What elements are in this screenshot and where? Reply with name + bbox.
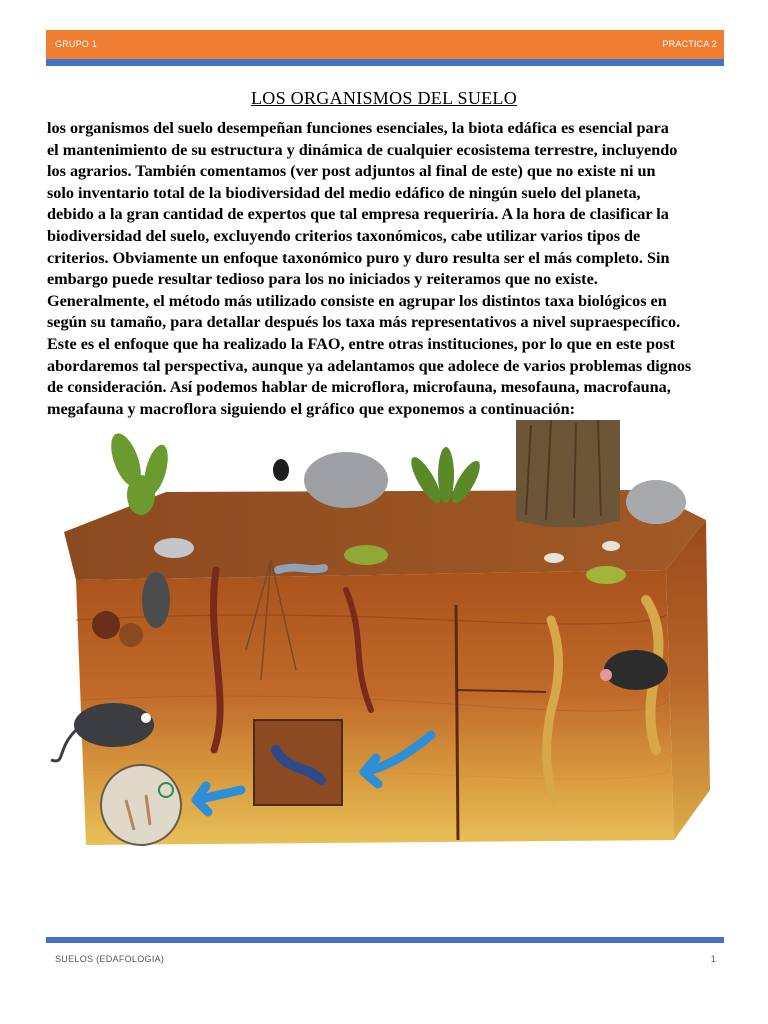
body-line: embargo puede resultar tedioso para los no iniciados y reiteramos que no existe. — [47, 270, 598, 289]
snail-shell — [92, 611, 120, 639]
body-line: Generalmente, el método más utilizado consiste en agrupar los distintos taxa biológicos en — [47, 291, 667, 310]
body-line: abordaremos tal perspectiva, aunque ya adelantamos que adolece de varios problemas dignos — [47, 356, 692, 375]
page-title: LOS ORGANISMOS DEL SUELO — [250, 88, 518, 108]
body-line: debido a la gran cantidad de expertos que tal empresa requeriría. A la hora de clasificar la — [47, 205, 669, 224]
mushroom — [544, 553, 564, 563]
rock — [304, 452, 388, 508]
microscope-circle — [101, 765, 181, 845]
soil-organisms-illustration — [46, 420, 726, 850]
mushroom — [602, 541, 620, 551]
footer-rule — [46, 937, 724, 943]
body-line: los organismos del suelo desempeñan funciones esenciales, la biota edáfica es esencial para — [47, 119, 669, 137]
body-line: criterios. Obviamente un enfoque taxonómico puro y duro resulta ser el más completo. Sin — [47, 248, 670, 267]
snail-shell — [119, 623, 143, 647]
tree-trunk — [516, 420, 620, 520]
leaf — [586, 566, 626, 584]
larva — [278, 568, 324, 570]
header-practice-label: PRACTICA 2 — [662, 39, 717, 49]
leaf — [344, 545, 388, 565]
body-line: el mantenimiento de su estructura y dinámica de cualquier ecosistema terrestre, incluyendo — [47, 140, 678, 159]
body-line: megafauna y macroflora siguiendo el gráfico que exponemos a continuación: — [47, 399, 576, 418]
mouse — [74, 703, 154, 747]
mole — [604, 650, 668, 690]
soil-side-face — [666, 520, 710, 840]
footer-course-label: SUELOS (EDAFOLOGIA) — [55, 954, 165, 964]
header-bar — [46, 30, 724, 59]
body-line: los agrarios. También comentamos (ver post adjuntos al final de este) que no existe ni un — [47, 162, 656, 181]
body-line: solo inventario total de la biodiversidad del medio edáfico de ningún suelo del planeta, — [47, 183, 641, 202]
body-line: de consideración. Así podemos hablar de microflora, microfauna, mesofauna, macrofauna, — [47, 378, 671, 397]
burrow-animal — [142, 572, 170, 628]
body-paragraph — [47, 118, 727, 420]
body-line: biodiversidad del suelo, excluyendo criterios taxonómicos, cabe utilizar varios tipos de — [47, 226, 641, 245]
header-rule — [46, 59, 724, 66]
body-line: Este es el enfoque que ha realizado la FAO, entre otras instituciones, por lo que en este post — [47, 334, 675, 353]
body-line: según su tamaño, para detallar después los taxa más representativos a nivel supraespecífico. — [47, 313, 681, 332]
rock — [154, 538, 194, 558]
header-group-label: GRUPO 1 — [55, 39, 97, 49]
page-number: 1 — [710, 954, 716, 964]
beetle — [273, 459, 289, 481]
rock — [626, 480, 686, 524]
